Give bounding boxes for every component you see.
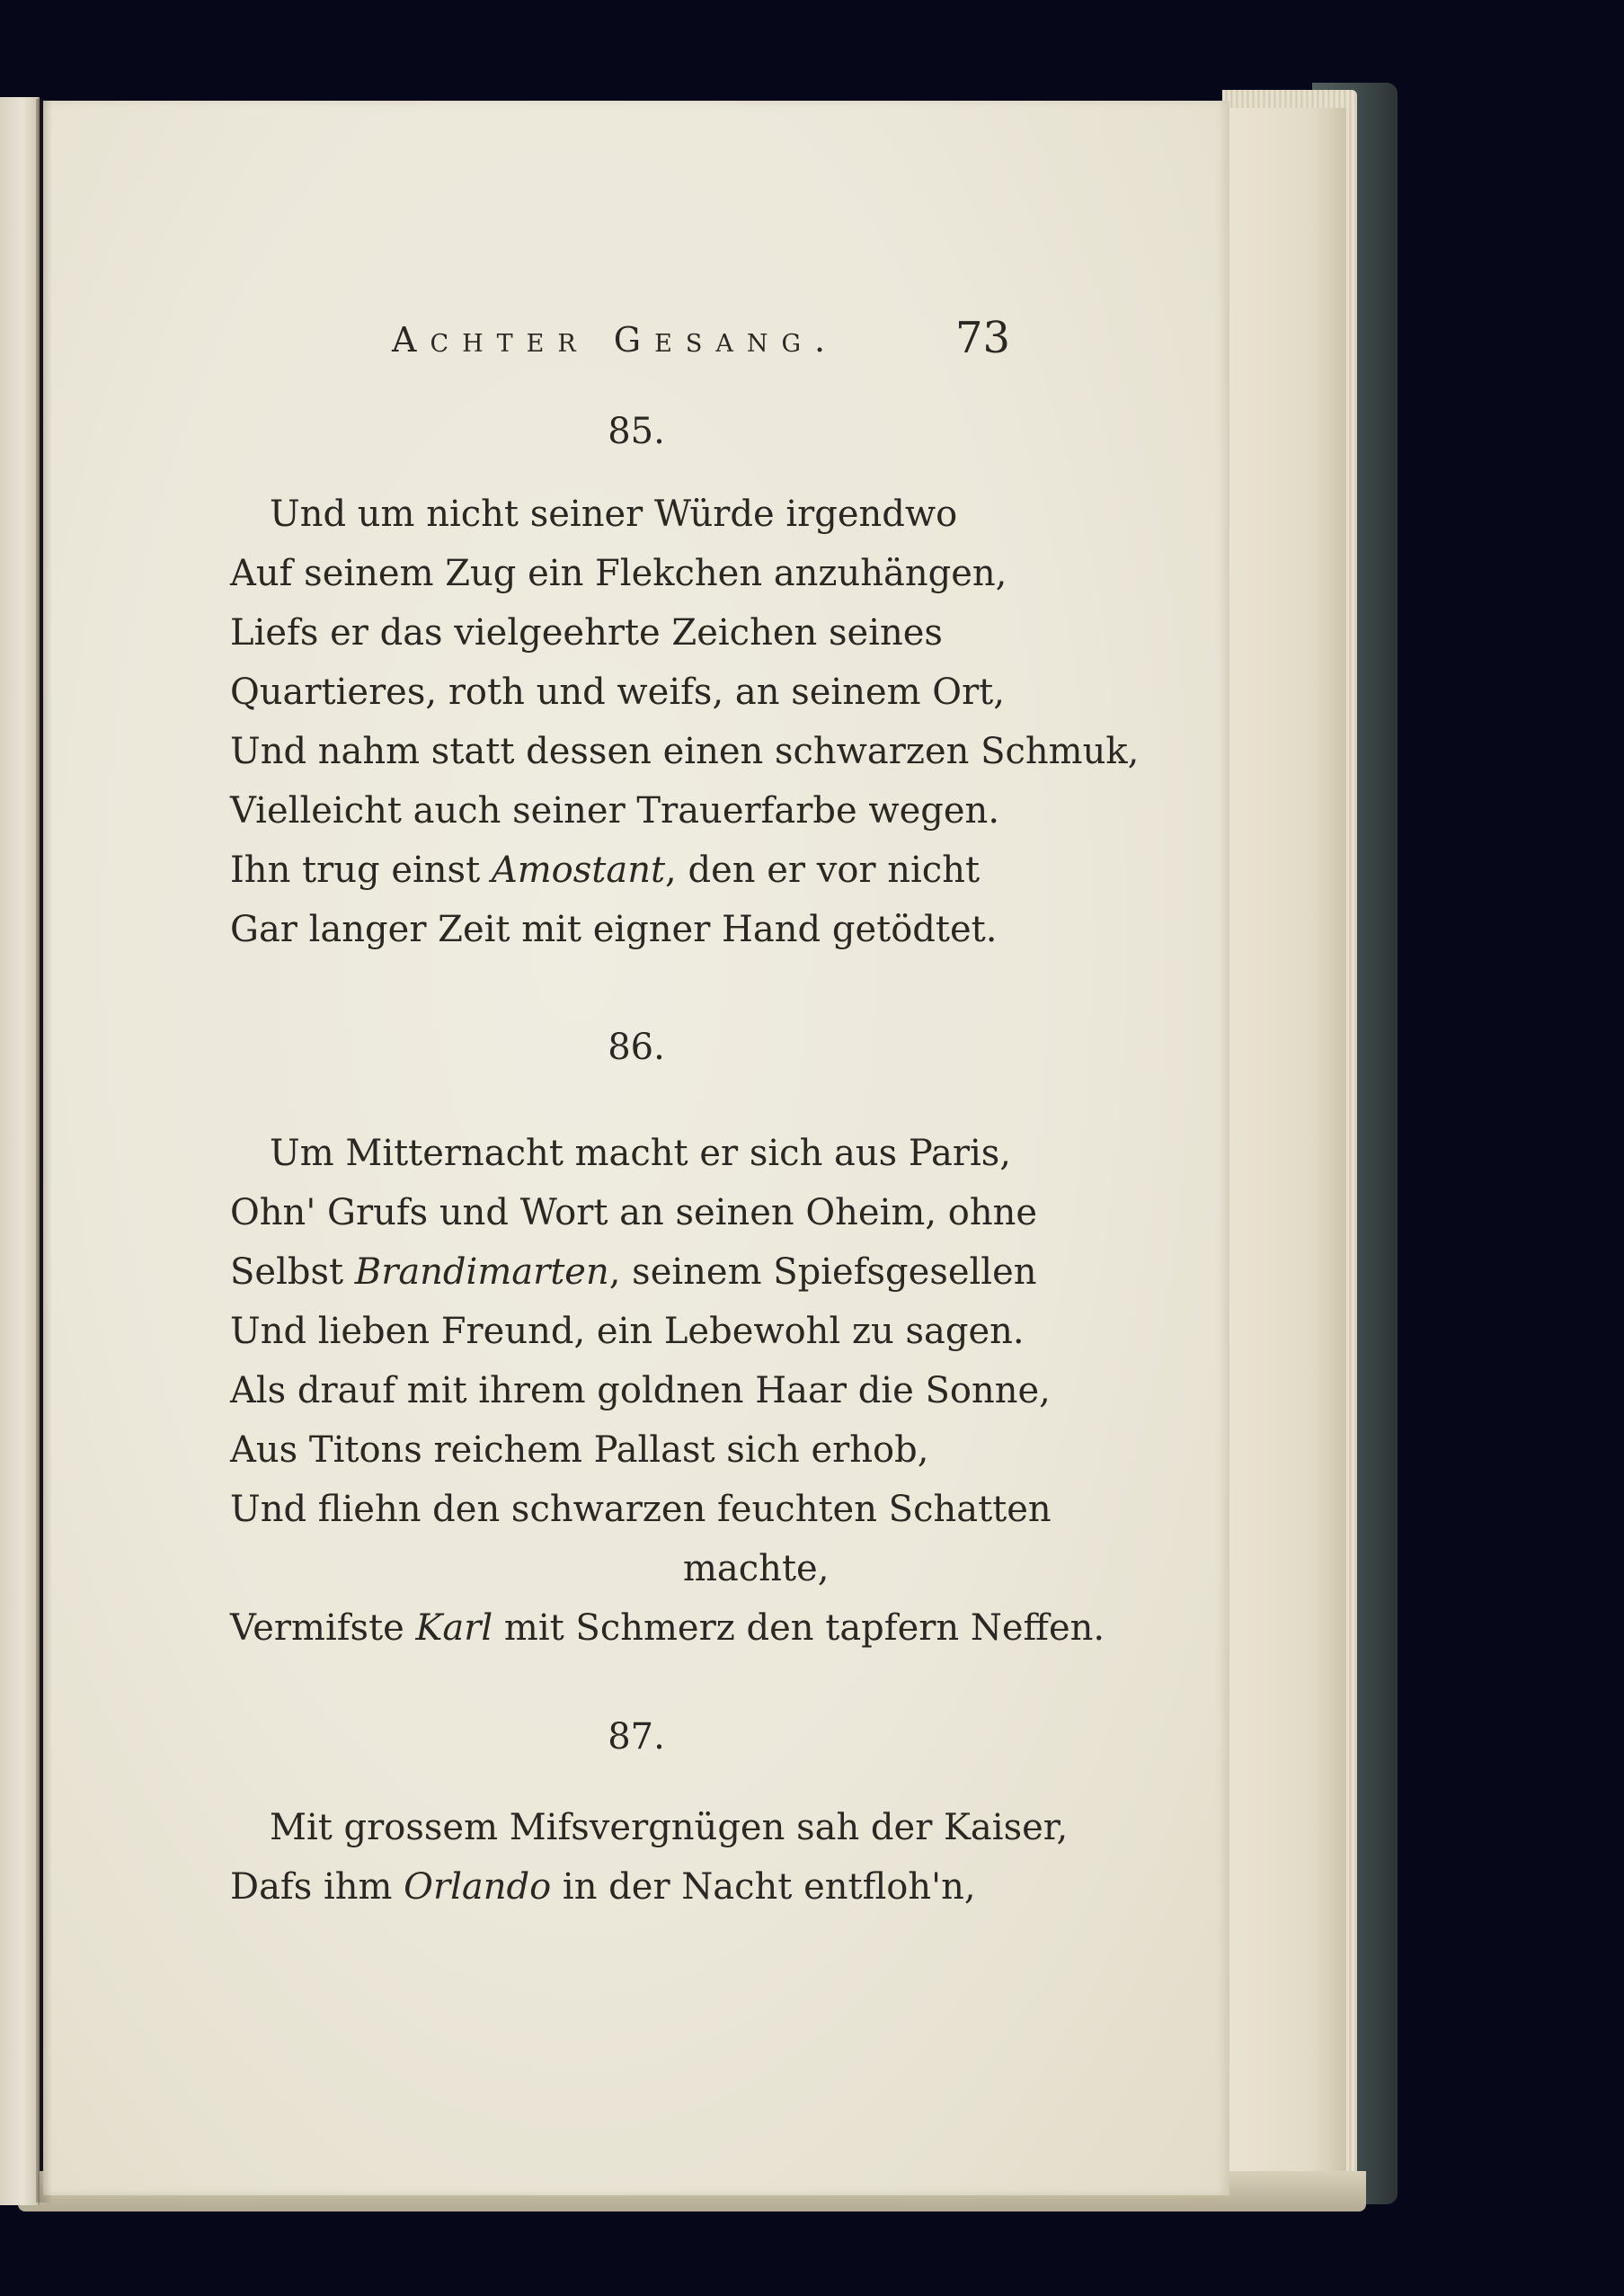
verse-line [230, 1251, 1037, 1293]
verse-text: in der Nacht entfloh'n, [551, 1866, 976, 1908]
gutter-shadow [36, 99, 52, 2203]
verse-text: mit Schmerz den tapfern Neffen. [493, 1607, 1105, 1649]
verse-line: Und lieben Freund, ein Lebewohl zu sagen. [230, 1311, 1025, 1352]
verse-text: , seinem Spiefsgesellen [608, 1251, 1037, 1293]
stanza-number: 87. [608, 1716, 665, 1758]
verse-line: Liefs er das vielgeehrte Zeichen seines [230, 612, 943, 654]
book-page [43, 101, 1229, 2195]
stanza-number: 85. [608, 411, 665, 452]
verse-line [230, 850, 980, 891]
verse-line: Auf seinem Zug ein Flekchen anzuhängen, [230, 553, 1007, 594]
verse-text: Ihn trug einst [230, 850, 492, 891]
verse-name-italic: Brandimarten [354, 1251, 609, 1293]
left-facing-page [0, 97, 40, 2205]
verse-line: Und nahm statt dessen einen schwarzen Schmuk, [230, 731, 1140, 772]
verse-text: Vermifste [230, 1607, 416, 1649]
verse-text: Selbst [230, 1251, 355, 1293]
verse-name-italic: Amostant [491, 850, 666, 891]
page-number: 73 [955, 313, 1011, 363]
verse-name-italic: Orlando [404, 1866, 552, 1908]
verse-line: Quartieres, roth und weifs, an seinem Ort, [230, 672, 1005, 713]
verse-line [230, 1607, 1105, 1649]
verse-line: Vielleicht auch seiner Trauerfarbe wegen. [230, 790, 1000, 832]
stanza-number: 86. [608, 1027, 665, 1068]
verse-line: Und fliehn den schwarzen feuchten Schatten [230, 1489, 1052, 1530]
verse-line: Gar langer Zeit mit eigner Hand getödtet. [230, 909, 998, 950]
verse-line: Aus Titons reichem Pallast sich erhob, [230, 1429, 929, 1471]
verse-text: , den er vor nicht [665, 850, 981, 891]
verse-line: Mit grossem Mifsvergnügen sah der Kaiser, [270, 1807, 1069, 1848]
verse-text: Dafs ihm [230, 1866, 404, 1908]
running-head: Achter Gesang. [392, 320, 839, 360]
verse-line [230, 1866, 976, 1908]
verse-line: Und um nicht seiner Würde irgendwo [270, 494, 958, 535]
verse-line: Um Mitternacht macht er sich aus Paris, [270, 1133, 1012, 1174]
verse-line: Als drauf mit ihrem goldnen Haar die Sonne, [230, 1370, 1051, 1411]
verse-name-italic: Karl [415, 1607, 493, 1649]
verse-line-runover: machte, [683, 1548, 830, 1589]
verse-line: Ohn' Grufs und Wort an seinen Oheim, ohne [230, 1192, 1038, 1233]
page-block-face [1229, 108, 1346, 2176]
